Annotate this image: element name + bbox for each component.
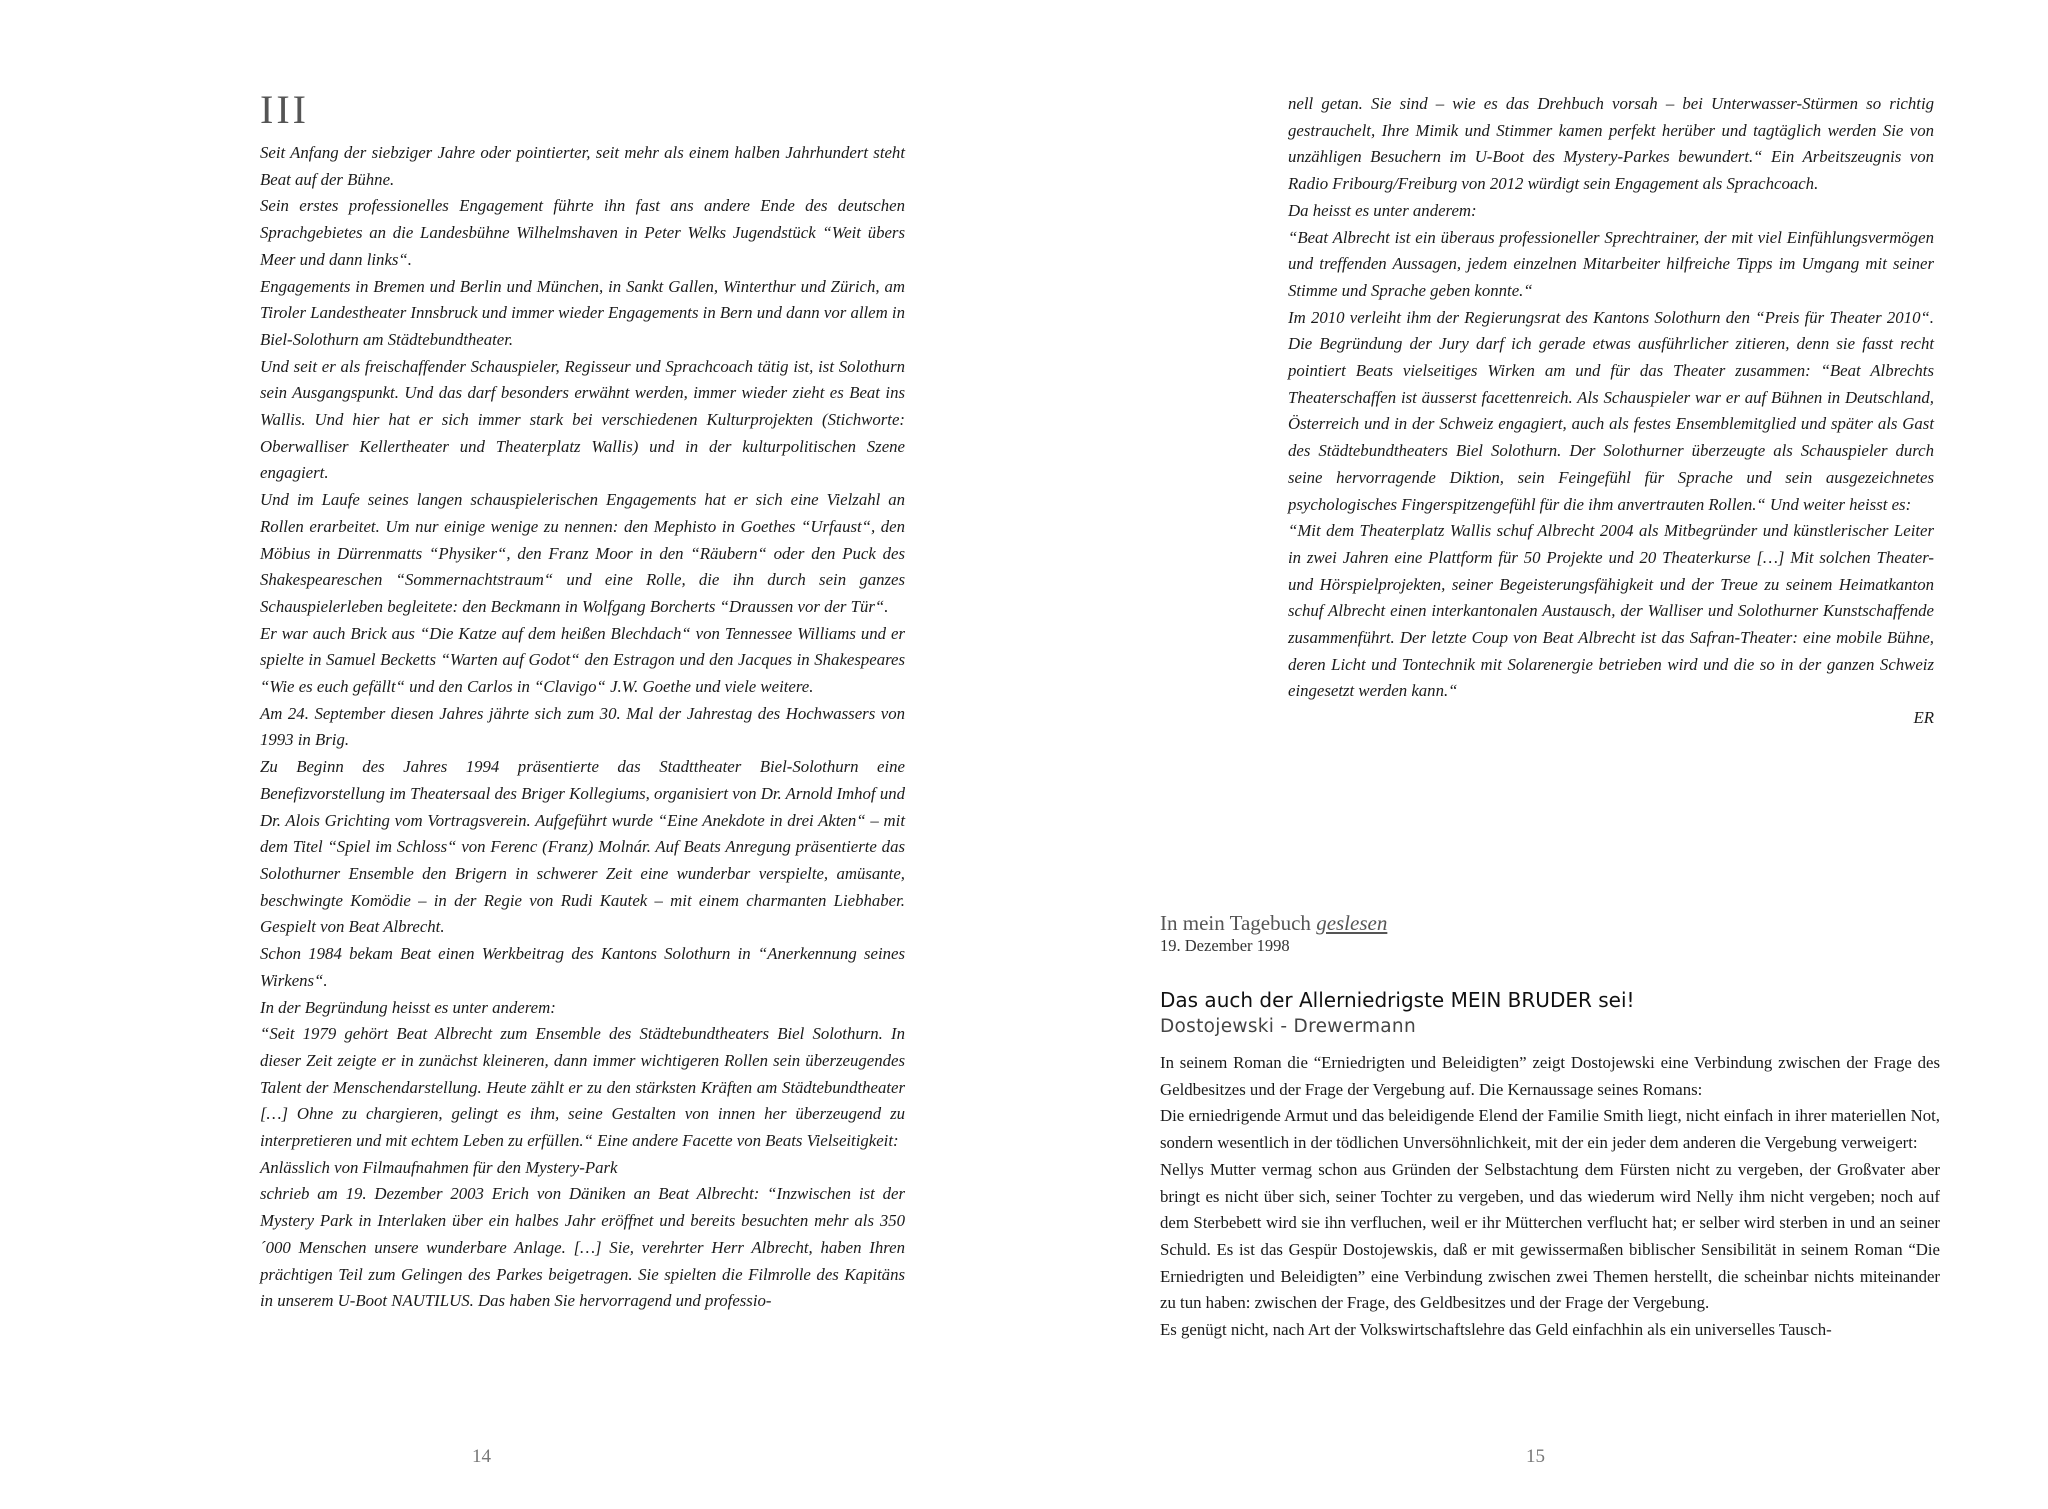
article-body <box>1160 1050 1940 1344</box>
paragraph: schrieb am 19. Dezember 2003 Erich von Däniken an Beat Albrecht: “Inzwischen ist der Mystery Park in Interlaken über ein halbes Jahr eröffnet und bereits besuchten mehr als 350´000 Menschen unsere wunderbare Anlage. […] Sie, verehrter Herr Albrecht, haben Ihren prächtigen Teil zum Gelingen des Parkes beigetragen. Sie spielten die Filmrolle des Kapitäns in unserem U-Boot NAUTILUS. Das haben Sie hervorragend und professio- <box>260 1184 905 1311</box>
paragraph: Es genügt nicht, nach Art der Volkswirtschaftslehre das Geld einfachhin als ein universelles Tausch- <box>1160 1320 1832 1340</box>
paragraph: In der Begründung heisst es unter anderem: <box>260 997 556 1017</box>
article-section <box>1160 986 1940 1344</box>
diary-heading <box>1160 910 1940 936</box>
paragraph: Zu Beginn des Jahres 1994 präsentierte das Stadttheater Biel-Solothurn eine Benefizvorstellung im Theatersaal des Briger Kollegiums, organisiert von Dr. Arnold Imhof und Dr. Alois Grichting vom Vortragsverein. Aufgeführt wurde “Eine Anekdote in drei Akten“ – mit dem Titel “Spiel im Schloss“ von Ferenc (Franz) Molnár. Auf Beats Anregung präsentierte das Solothurner Ensemble den Brigern in schwerer Zeit eine wunderbar verspielte, amüsante, beschwingte Komödie – in der Regie von Rudi Kautek – mit einem charmanten Liebhaber. Gespielt von Beat Albrecht. <box>260 757 905 937</box>
author-signature: ER <box>1913 708 1934 728</box>
paragraph: “Seit 1979 gehört Beat Albrecht zum Ensemble des Städtebundtheaters Biel Solothurn. In dieser Zeit zeigte er in zunächst kleineren, dann immer wichtigeren Rollen sein überzeugendes Talent der Menschendarstellung. Heute zählt er zu den stärksten Kräften am Städtebundtheater […] Ohne zu chargieren, gelingt es ihm, seine Gestalten von innen her überzeugend zu interpretieren und mit echtem Leben zu erfüllen.“ Eine andere Facette von Beats Vielseitigkeit: <box>260 1024 905 1151</box>
diary-heading-underlined: geslesen <box>1316 911 1388 935</box>
article-title: Das auch der Allerniedrigste MEIN BRUDER sei! <box>1160 988 1635 1012</box>
paragraph: nell getan. Sie sind – wie es das Drehbuch vorsah – bei Unterwasser-Stürmen so richtig gestrauchelt, Ihre Mimik und Stimmer kamen perfekt herüber und tagtäglich werden Sie von unzähligen Besuchern im U-Boot des Mystery-Parkes bewundert.“ Ein Arbeitszeugnis von Radio Fribourg/Freiburg von 2012 würdigt sein Engagement als Sprachcoach. <box>1288 94 1934 194</box>
right-text-column <box>1288 91 1934 732</box>
left-text-column <box>260 140 905 1315</box>
diary-heading-text: In mein Tagebuch <box>1160 911 1311 935</box>
paragraph: Und seit er als freischaffender Schauspieler, Regisseur und Sprachcoach tätig ist, ist Solothurn sein Ausgangspunkt. Und das darf besonders erwähnt werden, immer wieder zieht es Beat ins Wallis. Und hier hat er sich immer stark bei verschiedenen Kulturprojekten (Stichworte: Oberwalliser Kellertheater und Theaterplatz Wallis) und in der kulturpolitischen Szene engagiert. <box>260 356 905 483</box>
paragraph: Anlässlich von Filmaufnahmen für den Mystery-Park <box>260 1157 618 1177</box>
paragraph: Schon 1984 bekam Beat einen Werkbeitrag des Kantons Solothurn in “Anerkennung seines Wirkens“. <box>260 944 905 990</box>
page-number: 14 <box>472 1446 491 1467</box>
paragraph: In seinem Roman die “Erniedrigten und Beleidigten” zeigt Dostojewski eine Verbindung zwischen der Frage des Geldbesitzes und der Frage der Vergebung auf. Die Kernaussage seines Romans: <box>1160 1053 1940 1099</box>
paragraph: Engagements in Bremen und Berlin und München, in Sankt Gallen, Winterthur und Zürich, am Tiroler Landestheater Innsbruck und immer wieder Engagements in Bern und dann vor allem in Biel-Solothurn am Städtebundtheater. <box>260 276 905 349</box>
diary-date: 19. Dezember 1998 <box>1160 936 1290 955</box>
paragraph: “Beat Albrecht ist ein überaus professioneller Sprechtrainer, der mit viel Einfühlungsvermögen und treffenden Aussagen, jedem einzelnen Mitarbeiter hilfreiche Tipps im Umgang mit seiner Stimme und Sprache geben konnte.“ <box>1288 227 1934 300</box>
paragraph: “Mit dem Theaterplatz Wallis schuf Albrecht 2004 als Mitbegründer und künstlerischer Leiter in zwei Jahren eine Plattform für 50 Projekte und 20 Theaterkurse […] Mit solchen Theater- und Hörspielprojekten, seiner Begeisterungsfähigkeit und der Treue zu seinem Heimatkanton schuf Albrecht einen interkantonalen Austausch, der Walliser und Solothurner Kunstschaffende zusammenführt. Der letzte Coup von Beat Albrecht ist das Safran-Theater: eine mobile Bühne, deren Licht und Tontechnik mit Solarenergie betrieben wird und die so in der ganzen Schweiz eingesetzt werden kann.“ <box>1288 521 1934 701</box>
chapter-numeral: III <box>260 87 309 132</box>
paragraph: Nellys Mutter vermag schon aus Gründen der Selbstachtung dem Fürsten nicht zu vergeben, der Großvater aber bringt es nicht über sich, seiner Tochter zu vergeben, und das wiederum wird Nelly ihm nicht vergeben; noch auf dem Sterbebett wird sie ihn verfluchen, weil er ihr Mütterchen verflucht hat; er selber wird sterben in und an seiner Schuld. Es ist das Gespür Dostojewskis, daß er mit gewissermaßen biblischer Sensibilität in seinem Roman “Die Erniedrigten und Beleidigten” eine Verbindung zwischen zwei Themen herstellt, die scheinbar nichts miteinander zu tun haben: zwischen der Frage, des Geldbesitzes und der Frage der Vergebung. <box>1160 1159 1940 1313</box>
paragraph: Und im Laufe seines langen schauspielerischen Engagements hat er sich eine Vielzahl an Rollen erarbeitet. Um nur einige wenige zu nennen: den Mephisto in Goethes “Urfaust“, den Möbius in Dürrenmatts “Physiker“, den Franz Moor in den “Räubern“ oder den Puck des Shakespeareschen “Sommernachtstraum“ und eine Rolle, die ihn durch sein ganzes Schauspielerleben begleitete: den Beckmann in Wolfgang Borcherts “Draussen vor der Tür“. <box>260 490 905 616</box>
paragraph: Im 2010 verleiht ihm der Regierungsrat des Kantons Solothurn den “Preis für Theater 2010“. Die Begründung der Jury darf ich gerade etwas ausführlicher zitieren, denn sie fasst recht pointiert Beats vielseitiges Wirken am und für das Theater zusammen: “Beat Albrechts Theaterschaffen ist äusserst facettenreich. Als Schauspieler war er auf Bühnen in Deutschland, Österreich und in der Schweiz engagiert, auch als festes Ensemblemitglied und später als Gast des Städtebundtheaters Biel Solothurn. Der Solothurner überzeugte als Schauspieler durch seine hervorragende Diktion, sein Feingefühl für Sprache und sein ausgezeichnetes psychologisches Fingerspitzengefühl für die ihm anvertrauten Rollen.“ Und weiter heisst es: <box>1288 307 1934 514</box>
page-number: 15 <box>1526 1446 1545 1467</box>
paragraph: Sein erstes professionelles Engagement führte ihn fast ans andere Ende des deutschen Sprachgebietes an die Landesbühne Wilhelmshaven in Peter Welks Jugendstück “Weit übers Meer und dann links“. <box>260 196 905 269</box>
article-subtitle: Dostojewski - Drewermann <box>1160 1016 1416 1037</box>
paragraph: Er war auch Brick aus “Die Katze auf dem heißen Blechdach“ von Tennessee Williams und er spielte in Samuel Becketts “Warten auf Godot“ den Estragon und den Jacques in Shakespeares “Wie es euch gefällt“ und den Carlos in “Clavigo“ J.W. Goethe und viele weitere. <box>260 623 905 697</box>
paragraph: Da heisst es unter anderem: <box>1288 200 1477 220</box>
paragraph: Seit Anfang der siebziger Jahre oder pointierter, seit mehr als einem halben Jahrhundert steht Beat auf der Bühne. <box>260 143 905 189</box>
diary-section <box>1160 910 1940 956</box>
paragraph: Am 24. September diesen Jahres jährte sich zum 30. Mal der Jahrestag des Hochwassers von 1993 in Brig. <box>260 703 905 750</box>
paragraph: Die erniedrigende Armut und das beleidigende Elend der Familie Smith liegt, nicht einfach in ihrer materiellen Not, sondern wesentlich in der tödlichen Unversöhnlichkeit, mit der ein jeder dem anderen die Vergebung verweigert: <box>1160 1106 1940 1153</box>
